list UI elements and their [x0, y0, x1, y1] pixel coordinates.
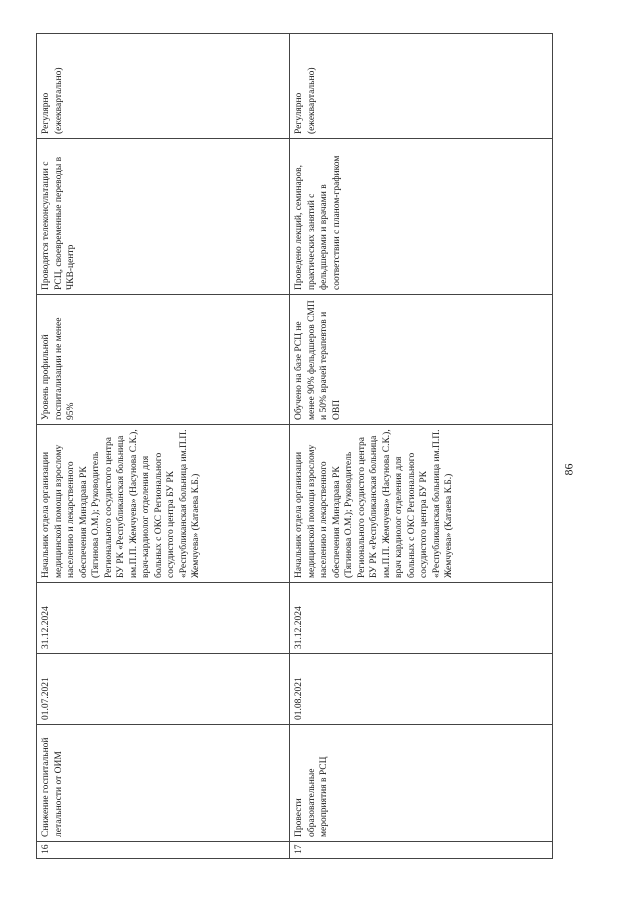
- responsible-cell: Начальник отдела организации медицинской помощи взрослому населению и лекарственного обеспечения Минздрава РК (Тягинова О.М.); Руководитель Регионального сосудистого центра БУ РК «Республиканская больница им.П.П. Жемчуева» (Насунова С.К.), врач кардиолог отделения для больных с ОКС Регионального сосудистого центра БУ РК «Республиканская больница им.П.П. Жемчуева» (Катаева К.Б.): [290, 425, 553, 583]
- table-row: [290, 34, 553, 859]
- frequency-cell: Регулярно (ежеквартально): [37, 34, 290, 139]
- responsible-cell: Начальник отдела организации медицинской помощи взрослому населению и лекарственного обеспечения Минздрава РК (Тягинова О.М.); Руководитель Регионального сосудистого центра БУ РК «Республиканская больница им.П.П. Жемчуева» (Насунова С.К.), врач-кардиолог отделения для больных с ОКС Регионального сосудистого центра БУ РК «Республиканская больница им.П.П. Жемчуева» (Катаева К.Б.): [37, 425, 290, 583]
- frequency-cell: Регулярно (ежеквартально): [290, 34, 553, 139]
- rotated-page-content: [36, 34, 552, 859]
- end-date-cell: 31.12.2024: [37, 583, 290, 654]
- event-cell: Провести образовательные мероприятия в РСЦ: [290, 725, 553, 842]
- end-date-cell: 31.12.2024: [290, 583, 553, 654]
- row-number: 16: [37, 842, 290, 859]
- table-row: [37, 34, 290, 859]
- page-number: 86: [561, 463, 576, 476]
- row-number: 17: [290, 842, 553, 859]
- indicator-cell: Обучено на базе РСЦ не менее 90% фельдшеров СМП и 50% врачей терапевтов и ОВП: [290, 295, 553, 425]
- start-date-cell: 01.08.2021: [290, 654, 553, 725]
- result-cell: Проведено лекций, семинаров, практических занятий с фельдшерами и врачами в соответствии с планом-графиком: [290, 139, 553, 295]
- event-cell: Снижение госпитальной летальности от ОИМ: [37, 725, 290, 842]
- plan-table: [36, 33, 553, 859]
- result-cell: Проводятся телеконсультации с РСЦ, своевременные переводы в ЧКВ-центр: [37, 139, 290, 295]
- start-date-cell: 01.07.2021: [37, 654, 290, 725]
- indicator-cell: Уровень профильной госпитализации не менее 95%: [37, 295, 290, 425]
